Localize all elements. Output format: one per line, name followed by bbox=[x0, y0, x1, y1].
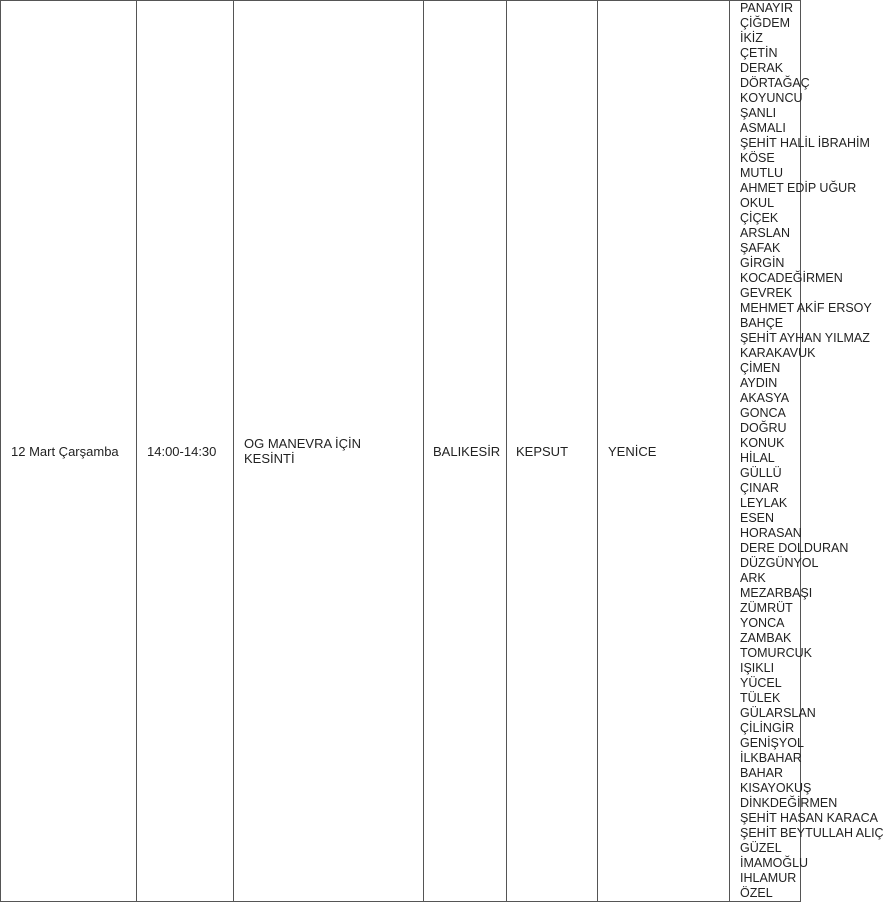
street-item: İMAMOĞLU bbox=[740, 856, 809, 870]
street-item: İLKBAHAR bbox=[740, 751, 802, 765]
street-item: GONCA bbox=[740, 406, 786, 420]
street-list bbox=[740, 1, 884, 901]
street-item: KOYUNCU bbox=[740, 91, 803, 105]
street-item: HORASAN bbox=[740, 526, 802, 540]
street-item: ÇİMEN bbox=[740, 361, 781, 375]
street-item: GEVREK bbox=[740, 286, 793, 300]
street-item: TOMURCUK bbox=[740, 646, 812, 660]
table-row bbox=[1, 1, 801, 902]
street-item: AYDIN bbox=[740, 376, 778, 390]
street-item: YONCA bbox=[740, 616, 785, 630]
street-item: MEHMET AKİF ERSOY bbox=[740, 301, 872, 315]
street-item: MEZARBAŞI bbox=[740, 586, 813, 600]
street-item: KARAKAVUK bbox=[740, 346, 816, 360]
street-item: ÖZEL bbox=[740, 886, 773, 900]
street-item: KOCADEĞİRMEN bbox=[740, 271, 843, 285]
street-item: TÜLEK bbox=[740, 691, 781, 705]
street-item: ŞEHİT HALİL İBRAHİM KÖSE bbox=[740, 136, 870, 165]
street-item: AHMET EDİP UĞUR bbox=[740, 181, 857, 195]
street-item: IŞIKLI bbox=[740, 661, 775, 675]
street-item: BAHÇE bbox=[740, 316, 784, 330]
street-item: ŞAFAK bbox=[740, 241, 781, 255]
street-item: IHLAMUR bbox=[740, 871, 797, 885]
street-item: GENİŞYOL bbox=[740, 736, 804, 750]
street-item: ŞEHİT HASAN KARACA bbox=[740, 811, 879, 825]
street-item: ARK bbox=[740, 571, 766, 585]
street-item: ESEN bbox=[740, 511, 775, 525]
reason-cell: OG MANEVRA İÇİN KESİNTİ bbox=[234, 1, 424, 902]
street-item: MUTLU bbox=[740, 166, 784, 180]
street-item: ŞEHİT BEYTULLAH ALIÇ bbox=[740, 826, 884, 840]
time-cell: 14:00-14:30 bbox=[137, 1, 234, 902]
street-item: PANAYIR bbox=[740, 1, 794, 15]
street-item: YÜCEL bbox=[740, 676, 782, 690]
street-item: GÜLLÜ bbox=[740, 466, 782, 480]
street-item: DERAK bbox=[740, 61, 784, 75]
street-item: ÇINAR bbox=[740, 481, 779, 495]
province-cell: BALIKESİR bbox=[424, 1, 507, 902]
street-item: GÜLARSLAN bbox=[740, 706, 816, 720]
street-item: GÜZEL bbox=[740, 841, 782, 855]
street-item: KISAYOKUŞ bbox=[740, 781, 812, 795]
street-item: İKİZ bbox=[740, 31, 763, 45]
street-item: ÇİÇEK bbox=[740, 211, 779, 225]
street-item: DOĞRU bbox=[740, 421, 787, 435]
street-item: ÇİĞDEM bbox=[740, 16, 790, 30]
street-item: GİRGİN bbox=[740, 256, 785, 270]
street-item: ASMALI bbox=[740, 121, 786, 135]
street-item: ŞEHİT AYHAN YILMAZ bbox=[740, 331, 870, 345]
street-item: DERE DOLDURAN bbox=[740, 541, 849, 555]
street-item: AKASYA bbox=[740, 391, 790, 405]
street-item: ÇİLİNGİR bbox=[740, 721, 795, 735]
street-item: HİLAL bbox=[740, 451, 775, 465]
street-item: DÖRTAĞAÇ bbox=[740, 76, 810, 90]
street-item: LEYLAK bbox=[740, 496, 788, 510]
street-item: ZAMBAK bbox=[740, 631, 792, 645]
street-item: DİNKDEĞİRMEN bbox=[740, 796, 838, 810]
streets-cell bbox=[730, 1, 884, 902]
street-item: OKUL bbox=[740, 196, 775, 210]
street-item: ZÜMRÜT bbox=[740, 601, 793, 615]
area-cell: YENİCE bbox=[598, 1, 730, 902]
street-item: BAHAR bbox=[740, 766, 784, 780]
street-item: KONUK bbox=[740, 436, 785, 450]
street-item: DÜZGÜNYOL bbox=[740, 556, 819, 570]
street-item: ÇETİN bbox=[740, 46, 778, 60]
date-cell: 12 Mart Çarşamba bbox=[1, 1, 137, 902]
street-item: ARSLAN bbox=[740, 226, 791, 240]
district-cell: KEPSUT bbox=[507, 1, 598, 902]
street-item: ŞANLI bbox=[740, 106, 777, 120]
